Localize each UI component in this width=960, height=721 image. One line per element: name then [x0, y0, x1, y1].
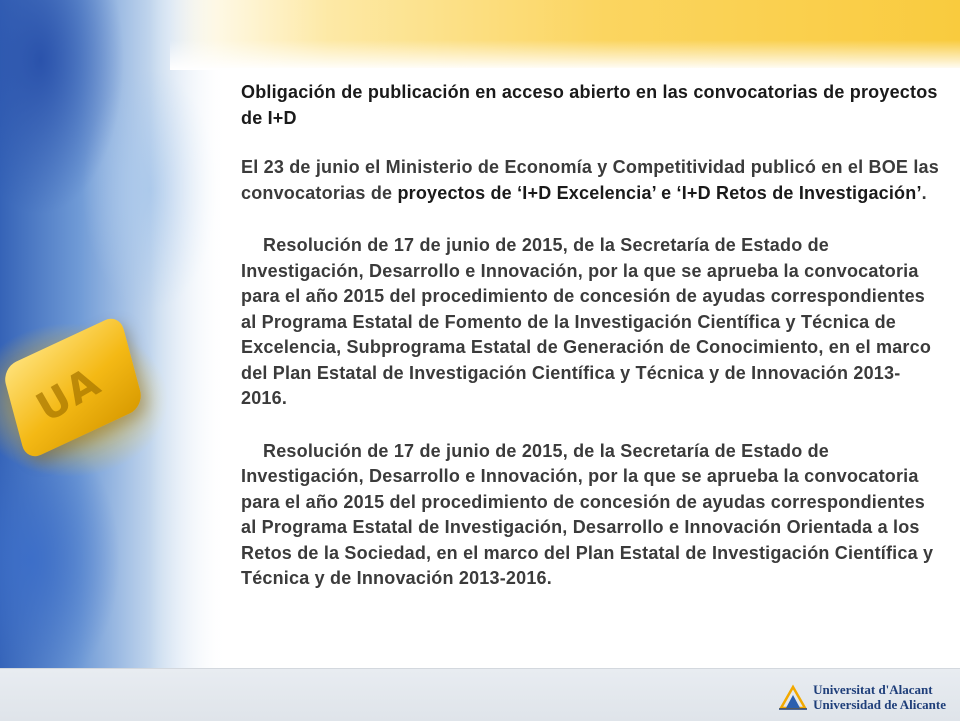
slide-heading: Obligación de publicación en acceso abierto en las convocatorias de proyectos de I+D — [241, 82, 938, 128]
logo-line-valencian: Universitat d'Alacant — [813, 682, 933, 697]
resolution-paragraph-2 — [241, 439, 941, 592]
ua-key-label: UA — [28, 358, 110, 432]
resolution-paragraph-1 — [241, 233, 941, 412]
logo-line-spanish: Universidad de Alicante — [813, 697, 946, 712]
intro-text-part1: El 23 de junio el Ministerio de Economía y Competitividad publicó en el BOE las convocatorias de — [241, 157, 939, 203]
slide-content — [241, 80, 941, 592]
intro-text-part3: . — [921, 182, 927, 203]
resolution-1-text: Resolución de 17 de junio de 2015, de la Secretaría de Estado de Investigación, Desarrollo e Innovación, por la que se aprueba la convocatoria para el año 2015 del procedimiento de concesión de ayudas correspondientes al Programa Estatal de Fomento de la Investigación Científica y Técnica de Excelencia, Subprograma Estatal de Generación de Conocimiento, en el marco del Plan Estatal de Investigación Científica y Técnica y de Innovación 2013-2016. — [241, 235, 932, 408]
left-image-fade — [150, 0, 230, 668]
intro-projects-highlight: proyectos de ‘I+D Excelencia’ e ‘I+D Retos de Investigación’ — [397, 182, 922, 203]
resolution-2-text: Resolución de 17 de junio de 2015, de la Secretaría de Estado de Investigación, Desarrollo e Innovación, por la que se aprueba la convocatoria para el año 2015 del procedimiento de concesión de ayudas correspondientes al Programa Estatal de Investigación, Desarrollo e Innovación Orientada a los Retos de la Sociedad, en el marco del Plan Estatal de Investigación Científica y Técnica y de Innovación 2013-2016. — [241, 440, 934, 588]
university-triangle-logo-icon — [779, 684, 807, 710]
top-banner-fade — [170, 40, 960, 70]
intro-paragraph — [241, 155, 941, 206]
university-logo — [779, 681, 946, 713]
footer-bar — [0, 668, 960, 721]
